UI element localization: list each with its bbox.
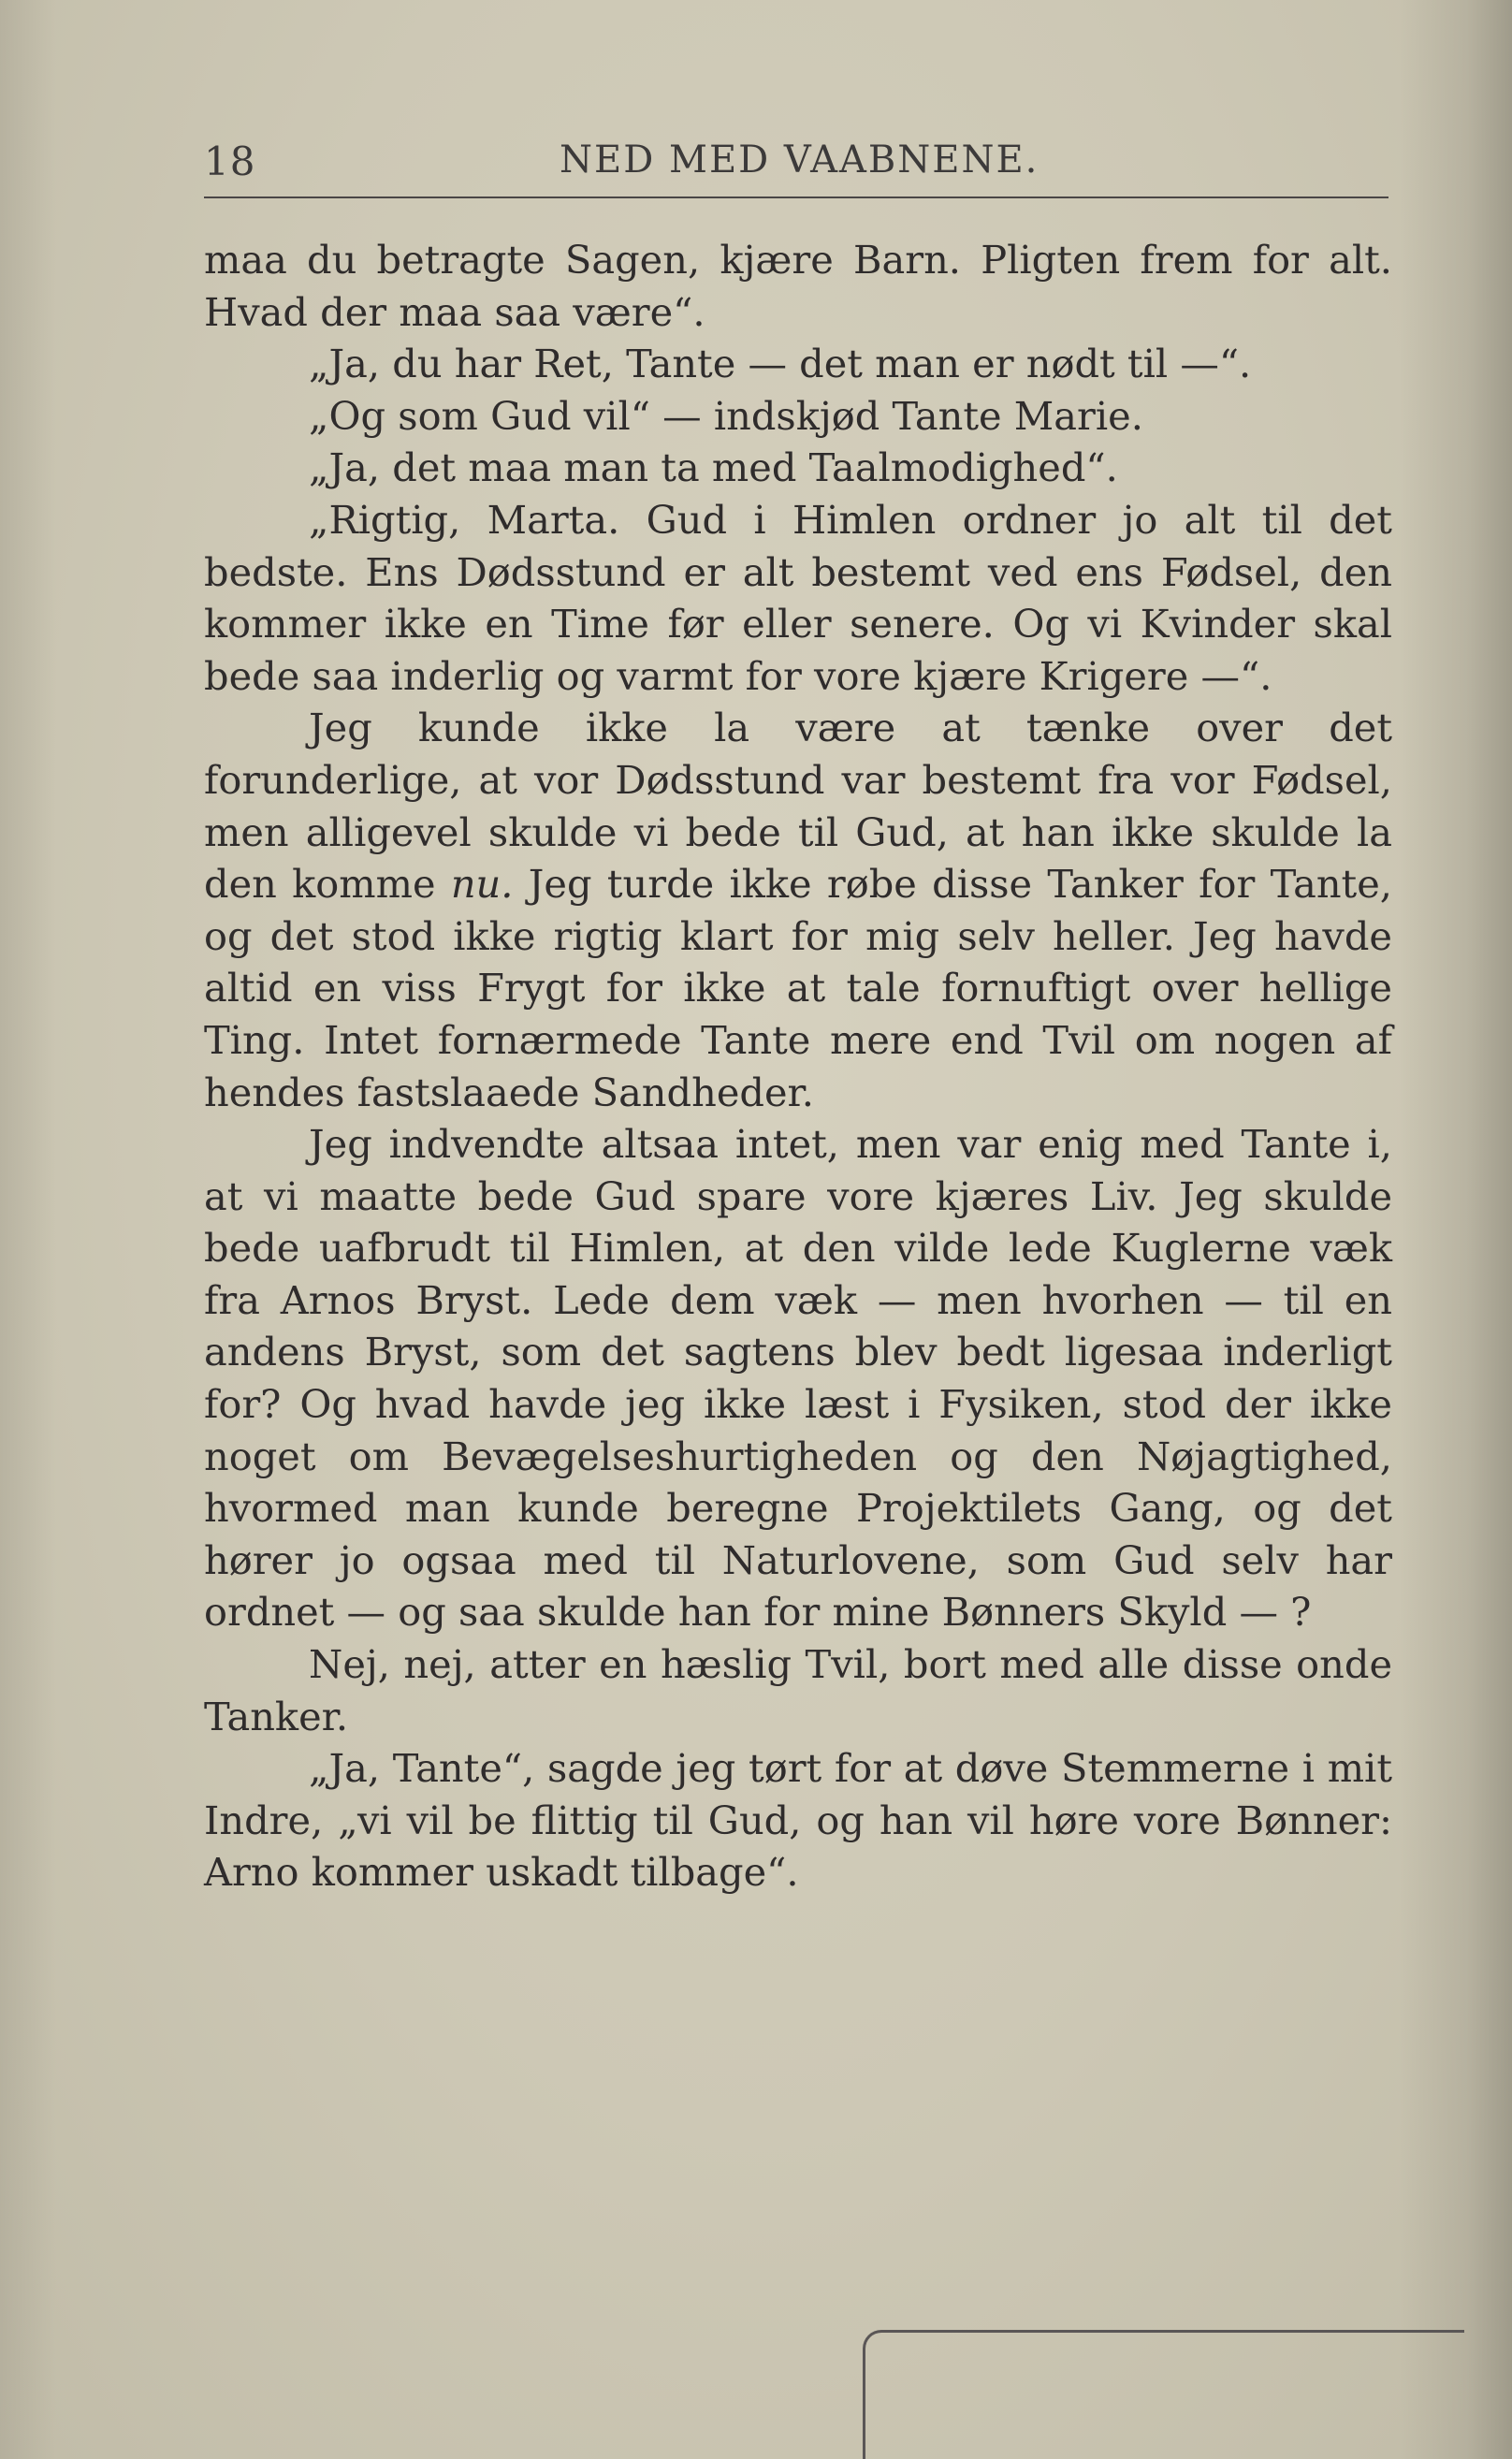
page-shadow-right — [1400, 0, 1512, 2459]
paragraph: Nej, nej, atter en hæslig Tvil, bort med alle disse onde Tanker. — [204, 1641, 1392, 1739]
paragraph-text: Jeg kunde ikke la være at tænke over det forunderlige, at vor Dødsstund var bestemt fra vor Fødsel, men alligevel skulde vi bede til Gud, at han ikke skulde la den komme — [204, 705, 1392, 908]
paragraph-text: Jeg turde ikke røbe disse Tanker for Tante, og det stod ikke rigtig klart for mig selv heller. Jeg havde altid en viss Frygt for ikke at tale fornuftigt over hellige Ting. Intet fornærmede Tante mere end Tvil om nogen af hendes fastslaaede Sandheder. — [204, 861, 1392, 1115]
page-shadow-left — [0, 0, 56, 2459]
emphasis-text: nu. — [450, 861, 514, 908]
header-rule — [204, 196, 1388, 198]
page-number: 18 — [204, 138, 256, 184]
paragraph: Jeg indvendte altsaa intet, men var enig med Tante i, at vi maatte bede Gud spare vore kjæres Liv. Jeg skulde bede uafbrudt til Himlen, at den vilde lede Kuglerne væk fra Arnos Bryst. Lede dem væk — men hvorhen — til en andens Bryst, som det sagtens blev bedt ligesaa inderligt for? Og hvad havde jeg ikke læst i Fysiken, stod der ikke noget om Bevægelseshurtigheden og den Nøjagtighed, hvormed man kunde beregne Projektilets Gang, og det hører jo ogsaa med til Naturlovene, som Gud selv har ordnet — og saa skulde han for mine Bønners Skyld — ? — [204, 1121, 1392, 1636]
library-stamp-frame — [863, 2330, 1464, 2459]
paragraph: maa du betragte Sagen, kjære Barn. Pligten frem for alt. Hvad der maa saa være“. — [204, 237, 1392, 335]
paragraph — [204, 702, 1392, 1118]
paragraph: „Ja, du har Ret, Tante — det man er nødt til —“. — [309, 341, 1252, 387]
body-text — [204, 234, 1392, 1899]
page-header — [204, 131, 1388, 196]
paragraph: „Ja, Tante“, sagde jeg tørt for at døve Stemmerne i mit Indre, „vi vil be flittig til Gud, og han vil høre vore Bønner: Arno kommer uskadt tilbage“. — [204, 1745, 1392, 1896]
paragraph: „Og som Gud vil“ — indskjød Tante Marie. — [309, 392, 1143, 439]
paragraph: „Rigtig, Marta. Gud i Himlen ordner jo alt til det bedste. Ens Dødsstund er alt bestemt ved ens Fødsel, den kommer ikke en Time før eller senere. Og vi Kvinder skal bede saa inderlig og varmt for vore kjære Krigere —“. — [204, 496, 1392, 699]
paragraph: „Ja, det maa man ta med Taalmodighed“. — [309, 444, 1118, 491]
running-title: NED MED VAABNENE. — [560, 138, 1040, 182]
